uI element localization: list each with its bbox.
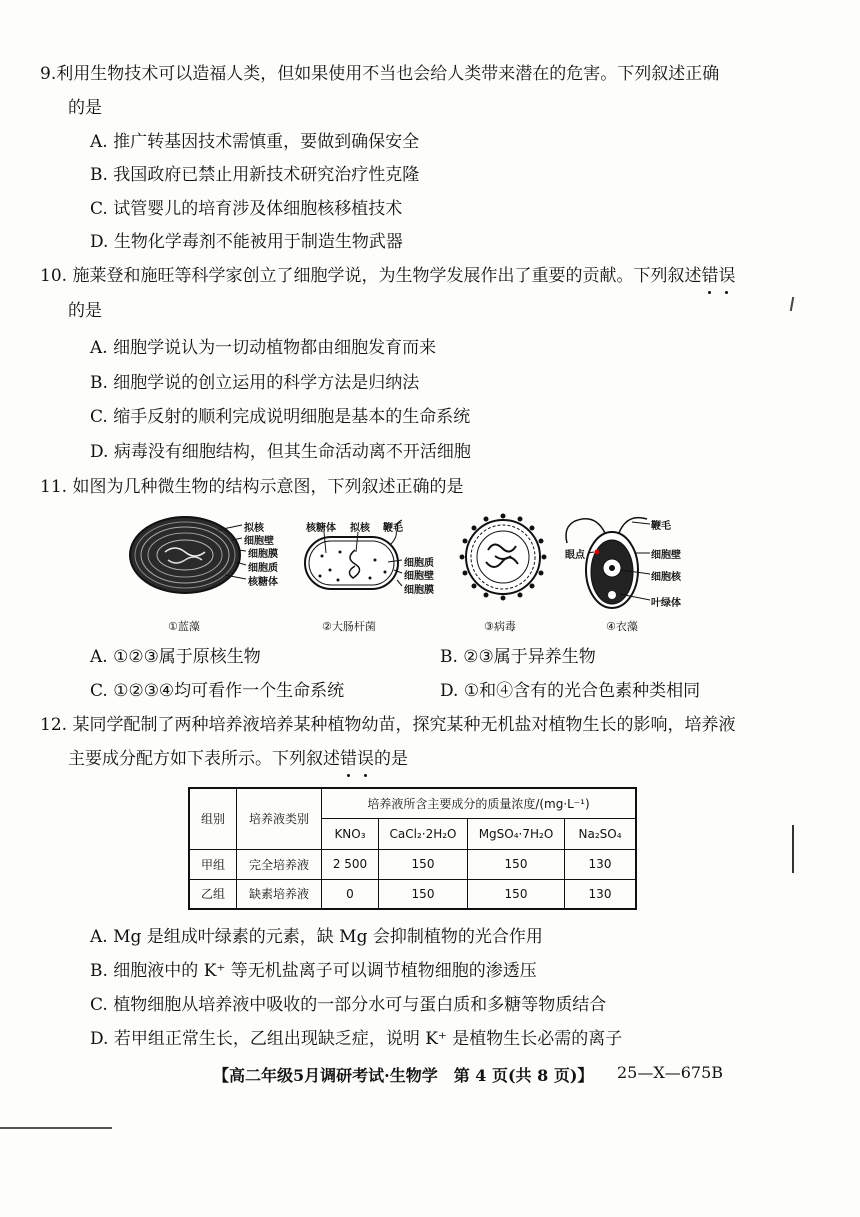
q10-emphasis-1: 错 — [701, 266, 719, 286]
fig3-virus-drawing — [460, 514, 547, 601]
q9-option-a: A. 推广转基因技术需慎重，要做到确保安全 — [90, 132, 420, 152]
q10-option-d: D. 病毒没有细胞结构，但其生命活动离不开活细胞 — [90, 442, 471, 462]
table-cell-value: 130 — [565, 879, 637, 909]
table-col-kno3: KNO₃ — [322, 818, 379, 849]
fig1-label-cytoplasm: 细胞质 — [248, 563, 278, 574]
table-col-mgso4: MgSO₄·7H₂O — [468, 818, 565, 849]
page-footer-title: 【高二年级5月调研考试·生物学 第 4 页(共 8 页)】 — [213, 1066, 594, 1085]
q12-stem-text: 主要成分配方如下表所示。下列叙述 — [68, 749, 340, 769]
table-cell-value: 150 — [379, 849, 468, 879]
table-cell-value: 130 — [565, 849, 637, 879]
table-cell-type: 完全培养液 — [237, 849, 322, 879]
q10-option-c: C. 缩手反射的顺利完成说明细胞是基本的生命系统 — [90, 407, 471, 427]
fig2-label-nucleoid: 拟核 — [350, 523, 370, 534]
q12-option-c: C. 植物细胞从培养液中吸收的一部分水可与蛋白质和多糖等物质结合 — [90, 995, 607, 1015]
fig2-label-flagellum: 鞭毛 — [383, 523, 403, 534]
q10-option-a: A. 细胞学说认为一切动植物都由细胞发育而来 — [90, 338, 437, 358]
table-cell-value: 150 — [468, 849, 565, 879]
table-col-na2so4: Na₂SO₄ — [565, 818, 637, 849]
fig1-label-cell-wall: 细胞壁 — [244, 536, 274, 547]
q12-option-a: A. Mg 是组成叶绿素的元素，缺 Mg 会抑制植物的光合作用 — [90, 927, 543, 947]
q12-stem-line1: 12. 某同学配制了两种培养液培养某种植物幼苗，探究某种无机盐对植物生长的影响，培养液 — [40, 715, 736, 735]
fig1-caption: ①蓝藻 — [168, 620, 200, 633]
fig2-label-ribosome: 核糖体 — [306, 523, 336, 534]
fig1-label-membrane: 细胞膜 — [248, 549, 278, 560]
q12-option-b: B. 细胞液中的 K⁺ 等无机盐离子可以调节植物细胞的渗透压 — [90, 961, 537, 981]
q9-stem-line1: 9.利用生物技术可以造福人类，但如果使用不当也会给人类带来潜在的危害。下列叙述正确 — [40, 64, 720, 84]
fig3-caption: ③病毒 — [484, 620, 516, 633]
table-header-group: 组别 — [189, 788, 237, 849]
q9-option-d: D. 生物化学毒剂不能被用于制造生物武器 — [90, 232, 403, 252]
q12-option-d: D. 若甲组正常生长，乙组出现缺乏症，说明 K⁺ 是植物生长必需的离子 — [90, 1029, 623, 1049]
fig4-label-flagellum: 鞭毛 — [651, 521, 671, 532]
fig2-label-cytoplasm: 细胞质 — [404, 558, 434, 569]
q11-option-c: C. ①②③④均可看作一个生命系统 — [90, 681, 345, 701]
q11-option-a: A. ①②③属于原核生物 — [90, 647, 261, 667]
scan-mark-right — [792, 825, 794, 873]
fig4-label-nucleus: 细胞核 — [651, 572, 681, 583]
fig1-label-nucleoid: 拟核 — [244, 523, 264, 534]
culture-medium-table — [188, 787, 637, 910]
fig4-caption: ④衣藻 — [606, 620, 638, 633]
fig2-caption: ②大肠杆菌 — [322, 620, 376, 633]
table-cell-value: 0 — [322, 879, 379, 909]
q12-stem-tail: 的是 — [374, 749, 408, 769]
table-col-cacl2: CaCl₂·2H₂O — [379, 818, 468, 849]
fig4-label-eyespot: 眼点 — [565, 550, 585, 561]
table-header-concentration: 培养液所含主要成分的质量浓度/(mg·L⁻¹) — [322, 788, 637, 818]
q10-emphasis-2: 误 — [718, 266, 736, 286]
fig4-label-chloroplast: 叶绿体 — [651, 598, 681, 609]
fig4-chlamydomonas-drawing — [566, 518, 650, 608]
table-cell-group: 甲组 — [189, 849, 237, 879]
fig2-label-cell-wall: 细胞壁 — [404, 571, 434, 582]
q10-stem-text: 10. 施莱登和施旺等科学家创立了细胞学说，为生物学发展作出了重要的贡献。下列叙述 — [40, 266, 702, 286]
q9-option-b: B. 我国政府已禁止用新技术研究治疗性克隆 — [90, 165, 420, 185]
table-cell-type: 缺素培养液 — [237, 879, 322, 909]
q9-option-c: C. 试管婴儿的培育涉及体细胞核移植技术 — [90, 199, 403, 219]
q11-option-d: D. ①和④含有的光合色素种类相同 — [440, 681, 701, 701]
scan-mark-line — [0, 1127, 112, 1129]
fig1-label-ribosome: 核糖体 — [248, 577, 278, 588]
fig4-label-cell-wall: 细胞壁 — [651, 550, 681, 561]
q9-stem-line2: 的是 — [68, 98, 102, 118]
table-cell-group: 乙组 — [189, 879, 237, 909]
q10-option-b: B. 细胞学说的创立运用的科学方法是归纳法 — [90, 373, 420, 393]
q12-emphasis-2: 误 — [357, 749, 374, 769]
fig2-label-membrane: 细胞膜 — [404, 585, 434, 596]
table-row — [189, 879, 636, 909]
q10-stem-line2: 的是 — [68, 301, 102, 321]
table-row — [189, 849, 636, 879]
table-cell-value: 150 — [468, 879, 565, 909]
fig1-cyanobacteria-drawing — [130, 517, 246, 593]
page-footer-code: 25—X—675B — [617, 1063, 724, 1082]
q11-stem: 11. 如图为几种微生物的结构示意图，下列叙述正确的是 — [40, 477, 464, 497]
q11-option-b: B. ②③属于异养生物 — [440, 647, 596, 667]
table-cell-value: 150 — [379, 879, 468, 909]
table-header-type: 培养液类别 — [237, 788, 322, 849]
table-cell-value: 2 500 — [322, 849, 379, 879]
q12-emphasis-1: 错 — [340, 749, 357, 769]
q12-stem-line2 — [68, 748, 408, 770]
